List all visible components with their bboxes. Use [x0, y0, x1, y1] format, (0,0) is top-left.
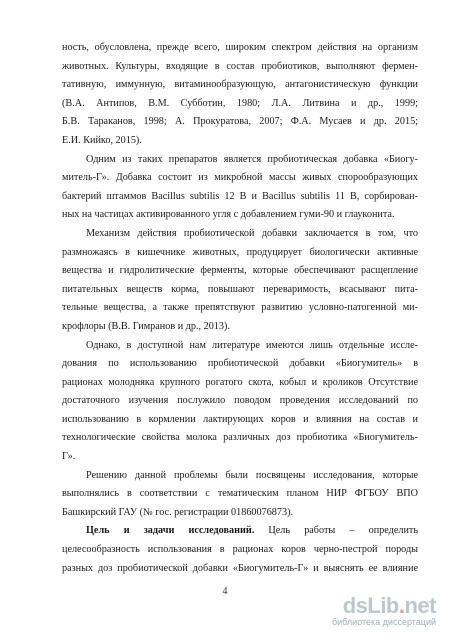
text-line: Башкирский ГАУ (№ гос. регистрации 01860076873). [62, 506, 294, 518]
bold-heading: Цель и задачи исследований. [86, 525, 255, 537]
watermark-logo-dot: . [398, 593, 405, 618]
text-line: использованию в кормлении лактирующих коров и влияния на состав и [62, 413, 418, 425]
text-line: достаточного изучения послужило поводом проведения исследований по [62, 395, 418, 407]
text-line: тативную, иммунную, витаминообразующую, антагонистическую функции [62, 79, 418, 91]
text-line: разных доз пробиотической добавки «Биогумитель-Г» и выяснять ее влияние [62, 562, 418, 574]
text-line: Е.И. Кийко, 2015). [62, 134, 142, 146]
text-line: тельные вещества, а также препятствуют развитию условно-патогенной ми- [62, 302, 418, 314]
text-line: целесообразность использования в рационах коров черно-пестрой породы [62, 544, 418, 556]
text-line: Одним из таких препаратов является пробиотическая добавка «Биогу- [86, 153, 418, 165]
watermark [316, 593, 436, 629]
text-line: Решению данной проблемы были посвящены исследования, которые [86, 469, 418, 481]
text-line [62, 522, 418, 541]
watermark-logo-main: dsLib [342, 593, 399, 618]
text-line: (В.А. Антипов, В.М. Субботин, 1980; Л.А. Литвина и др., 1999; [62, 97, 418, 109]
watermark-logo [343, 593, 436, 619]
text-line: Механизм действия пробиотической добавки заключается в том, что [86, 227, 418, 239]
page-number: 4 [222, 586, 228, 597]
text-line: вещества и гидролитические ферменты, которые обеспечивают расщепление [62, 265, 418, 277]
text-line: Б.В. Тараканов, 1998; А. Прокуратова, 2007; Ф.А. Мусаев и др. 2015; [62, 116, 418, 128]
text-line: рационах молодняка крупного рогатого скота, кобыл и кроликов Отсутствие [62, 376, 418, 388]
text-line: Однако, в доступной нам литературе имеются лишь отдельные иссле- [86, 339, 418, 351]
text-line: ность, обусловлена, прежде всего, широким спектром действия на организм [62, 42, 418, 53]
text-line: митель-Г». Добавка состоит из микробной массы живых спорообразующих [62, 172, 418, 184]
text-line-rest: Цель работы – определить [254, 525, 419, 537]
text-line: питательных веществ корма, повышают переваримость, всасывают пита- [62, 283, 418, 295]
text-line: дования по использованию пробиотической добавки «Биогумитель» в [62, 358, 418, 370]
text-line: выполнялись в соответствии с тематическим планом НИР ФГБОУ ВПО [62, 488, 418, 500]
text-line: ных на частицах активированного угля с добавлением гуми-90 и глауконита. [62, 209, 395, 221]
text-line: бактерий штаммов Bacillus subtilis 12 В и Bacillus subtilis 11 В, сорбирован- [62, 190, 418, 202]
text-line: Г». [62, 451, 76, 463]
text-line: размножаясь в кишечнике животных, продуцирует биологически активные [62, 246, 418, 258]
body-text [62, 39, 418, 578]
watermark-logo-tld: net [404, 593, 436, 618]
text-line: животных. Культуры, входящие в состав пробиотиков, выполняют фермен- [62, 60, 418, 72]
watermark-subtitle: библиотека диссертаций [331, 617, 436, 627]
text-line: крофлоры (В.В. Гимранов и др., 2013). [62, 320, 230, 332]
text-line: технологические свойства молока различных доз пробиотика «Биогумитель- [62, 432, 418, 444]
